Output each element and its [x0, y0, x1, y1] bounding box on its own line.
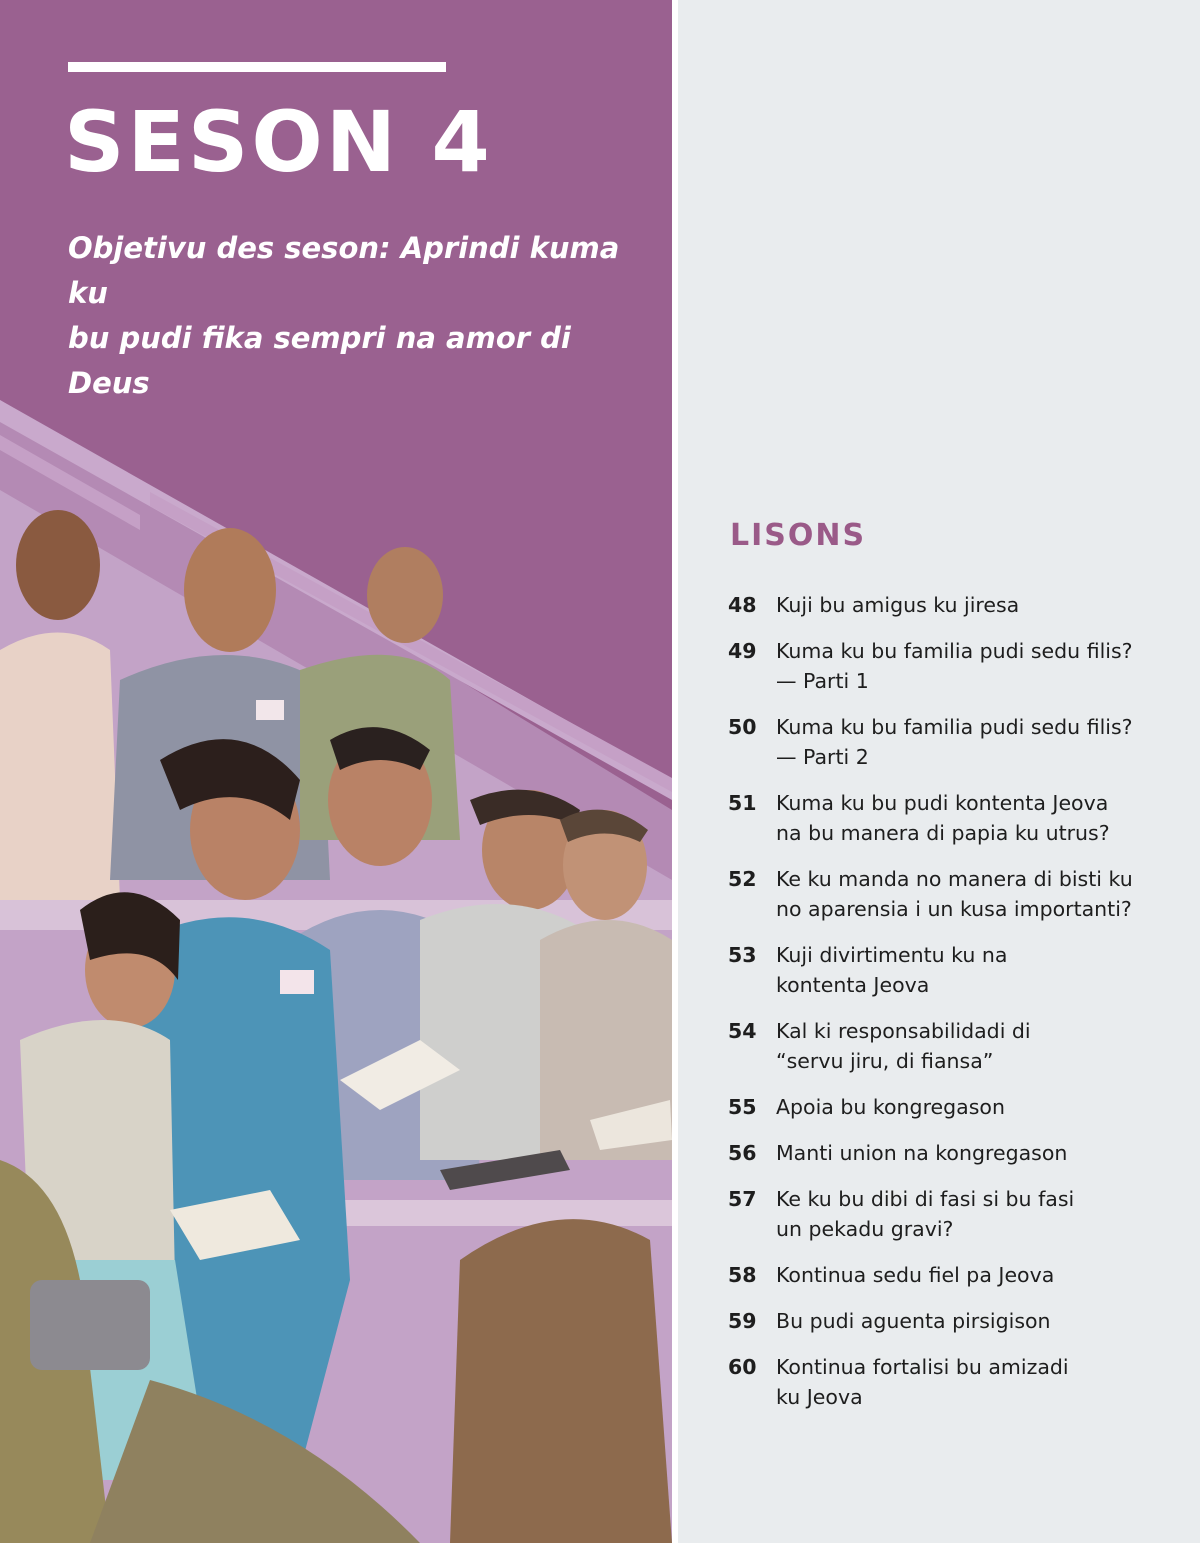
lesson-number: 58 [728, 1263, 757, 1287]
lesson-number: 53 [728, 943, 757, 967]
lesson-title-line1: Ke ku bu dibi di fasi si bu fasi [776, 1187, 1075, 1211]
season-objective [68, 226, 648, 406]
lesson-number: 56 [728, 1141, 757, 1165]
lesson-title-line2: na bu manera di papia ku utrus? [776, 821, 1110, 845]
lesson-title [776, 788, 1198, 848]
lesson-title [776, 1352, 1198, 1412]
lesson-title [776, 590, 1198, 620]
lesson-number: 49 [728, 639, 757, 663]
lesson-number: 52 [728, 867, 757, 891]
lesson-item [728, 1306, 1198, 1336]
season-objective-line2: bu pudi fika sempri na amor di Deus [68, 321, 571, 400]
season-objective-line1: Objetivu des seson: Aprindi kuma ku [68, 231, 620, 310]
lesson-title [776, 940, 1198, 1000]
lesson-title-line2: no aparensia i un kusa importanti? [776, 897, 1132, 921]
lesson-title-line1: Kuji divirtimentu ku na [776, 943, 1008, 967]
congregation-illustration [0, 380, 672, 1543]
lesson-title-line2: — Parti 2 [776, 745, 869, 769]
lesson-item [728, 1184, 1198, 1244]
lesson-title [776, 1138, 1198, 1168]
lesson-title [776, 1016, 1198, 1076]
lesson-title [776, 1092, 1198, 1122]
lesson-item [728, 788, 1198, 848]
lesson-title-line2: — Parti 1 [776, 669, 869, 693]
lesson-title-line1: Kuma ku bu familia pudi sedu filis? [776, 639, 1133, 663]
season-title: SESON 4 [64, 93, 493, 191]
lesson-item [728, 1092, 1198, 1122]
lesson-title-line2: un pekadu gravi? [776, 1217, 954, 1241]
lesson-title-line1: Kuji bu amigus ku jiresa [776, 593, 1020, 617]
lesson-number: 59 [728, 1309, 757, 1333]
lesson-title [776, 864, 1198, 924]
lesson-number: 50 [728, 715, 757, 739]
lesson-item [728, 1260, 1198, 1290]
lesson-title-line1: Manti union na kongregason [776, 1141, 1068, 1165]
lesson-title-line1: Kuma ku bu familia pudi sedu filis? [776, 715, 1133, 739]
lesson-title [776, 1260, 1198, 1290]
lesson-number: 48 [728, 593, 757, 617]
lesson-title [776, 1184, 1198, 1244]
lesson-title-line2: kontenta Jeova [776, 973, 930, 997]
title-rule [68, 62, 446, 72]
lesson-title-line1: Apoia bu kongregason [776, 1095, 1005, 1119]
lesson-item [728, 940, 1198, 1000]
lesson-title-line1: Bu pudi aguenta pirsigison [776, 1309, 1051, 1333]
lesson-number: 55 [728, 1095, 757, 1119]
lesson-item [728, 712, 1198, 772]
lesson-title [776, 1306, 1198, 1336]
lesson-title-line2: ku Jeova [776, 1385, 863, 1409]
lesson-item [728, 590, 1198, 620]
lesson-title [776, 636, 1198, 696]
lesson-item [728, 636, 1198, 696]
lessons-panel [678, 0, 1200, 1543]
lessons-heading: LISONS [730, 518, 867, 553]
lesson-item [728, 1352, 1198, 1412]
lesson-number: 51 [728, 791, 757, 815]
lesson-title-line1: Ke ku manda no manera di bisti ku [776, 867, 1133, 891]
lesson-title-line2: “servu jiru, di fiansa” [776, 1049, 994, 1073]
lesson-item [728, 1016, 1198, 1076]
lesson-title-line1: Kal ki responsabilidadi di [776, 1019, 1031, 1043]
lesson-title-line1: Kontinua fortalisi bu amizadi [776, 1355, 1069, 1379]
lesson-item [728, 1138, 1198, 1168]
lesson-title-line1: Kontinua sedu fiel pa Jeova [776, 1263, 1055, 1287]
lesson-item [728, 864, 1198, 924]
lesson-title-line1: Kuma ku bu pudi kontenta Jeova [776, 791, 1109, 815]
lesson-number: 57 [728, 1187, 757, 1211]
lesson-number: 60 [728, 1355, 757, 1379]
lesson-number: 54 [728, 1019, 757, 1043]
lesson-title [776, 712, 1198, 772]
lesson-list [728, 590, 1198, 1428]
